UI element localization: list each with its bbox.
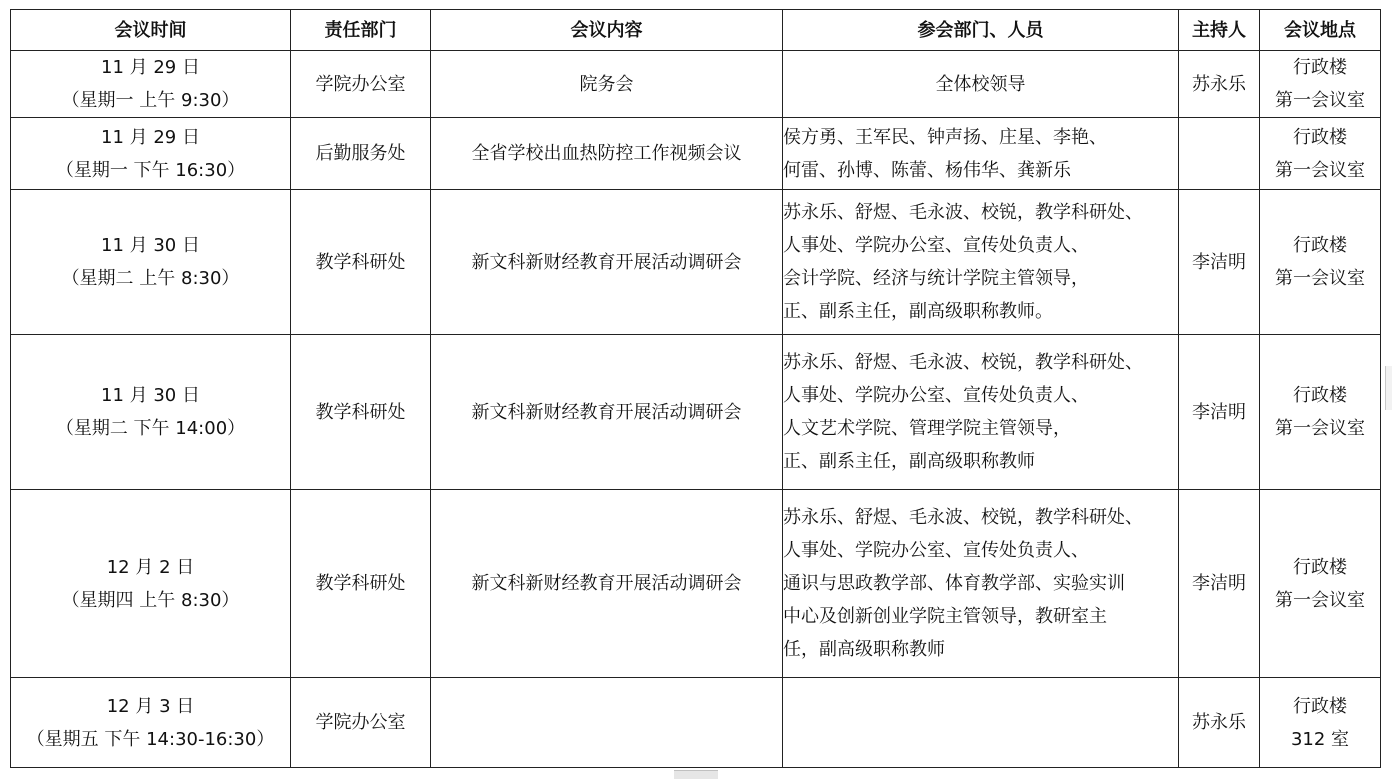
table-row [11, 190, 1381, 335]
participants-line: 中心及创新创业学院主管领导，教研室主 [783, 606, 1107, 627]
location-cell [1260, 678, 1381, 768]
meeting-time-cell [11, 335, 291, 490]
location-building: 行政楼 [1293, 57, 1347, 78]
location-cell [1260, 190, 1381, 335]
department-cell: 后勤服务处 [291, 118, 431, 190]
meeting-date: 12 月 3 日 [106, 695, 195, 717]
participants-line: 苏永乐、舒煜、毛永波、校锐，教学科研处、 [783, 202, 1143, 223]
participants-line: 人事处、学院办公室、宣传处负责人、 [783, 235, 1089, 256]
department-cell: 学院办公室 [291, 678, 431, 768]
location-cell [1260, 490, 1381, 678]
department-cell: 教学科研处 [291, 190, 431, 335]
host-cell: 苏永乐 [1179, 678, 1260, 768]
host-cell: 苏永乐 [1179, 51, 1260, 118]
participants-line: 人事处、学院办公室、宣传处负责人、 [783, 540, 1089, 561]
header-participants: 参会部门、人员 [783, 10, 1179, 51]
location-room: 312 室 [1290, 728, 1350, 750]
participants-line: 苏永乐、舒煜、毛永波、校锐，教学科研处、 [783, 507, 1143, 528]
header-location: 会议地点 [1260, 10, 1381, 51]
meeting-time: （星期四 上午 8:30） [61, 589, 240, 611]
meeting-time: （星期一 下午 16:30） [55, 159, 246, 181]
table-row [11, 51, 1381, 118]
participants-cell [783, 678, 1179, 768]
location-cell [1260, 335, 1381, 490]
meeting-date: 11 月 29 日 [101, 57, 200, 78]
location-building: 行政楼 [1293, 556, 1347, 578]
location-building: 行政楼 [1293, 385, 1347, 406]
content-cell: 全省学校出血热防控工作视频会议 [431, 118, 783, 190]
participants-cell [783, 51, 1179, 118]
meeting-time: （星期五 下午 14:30-16:30） [26, 728, 275, 750]
participants-line: 会计学院、经济与统计学院主管领导， [783, 268, 1089, 289]
participants-line: 正、副系主任，副高级职称教师。 [783, 301, 1053, 322]
content-cell: 院务会 [431, 51, 783, 118]
department-cell: 学院办公室 [291, 51, 431, 118]
content-cell: 新文科新财经教育开展活动调研会 [431, 490, 783, 678]
table-row [11, 678, 1381, 768]
participants-line: 通识与思政教学部、体育教学部、实验实训 [783, 573, 1125, 594]
host-cell [1179, 118, 1260, 190]
meeting-time-cell [11, 678, 291, 768]
department-cell: 教学科研处 [291, 335, 431, 490]
meeting-time-cell [11, 490, 291, 678]
content-cell: 新文科新财经教育开展活动调研会 [431, 190, 783, 335]
header-department: 责任部门 [291, 10, 431, 51]
location-building: 行政楼 [1293, 126, 1347, 148]
participants-line: 任，副高级职称教师 [783, 639, 945, 660]
location-room: 第一会议室 [1275, 90, 1365, 111]
host-cell: 李洁明 [1179, 190, 1260, 335]
meeting-date: 12 月 2 日 [106, 556, 195, 578]
participants-cell [783, 190, 1179, 335]
header-host: 主持人 [1179, 10, 1260, 51]
participants-cell [783, 118, 1179, 190]
meeting-schedule-table [10, 9, 1381, 768]
location-room: 第一会议室 [1275, 418, 1365, 439]
table-row [11, 118, 1381, 190]
location-building: 行政楼 [1293, 695, 1347, 717]
location-room: 第一会议室 [1275, 589, 1365, 611]
participants-cell [783, 490, 1179, 678]
table-header-row [11, 10, 1381, 51]
table-row [11, 490, 1381, 678]
table-row [11, 335, 1381, 490]
meeting-time-cell [11, 190, 291, 335]
meeting-time: （星期一 上午 9:30） [61, 90, 240, 111]
meeting-time-cell [11, 118, 291, 190]
participants-line: 全体校领导 [935, 73, 1026, 95]
participants-line: 苏永乐、舒煜、毛永波、校锐，教学科研处、 [783, 352, 1143, 373]
participants-line: 人事处、学院办公室、宣传处负责人、 [783, 385, 1089, 406]
header-time: 会议时间 [11, 10, 291, 51]
host-cell: 李洁明 [1179, 335, 1260, 490]
participants-line: 侯方勇、王军民、钟声扬、庄星、李艳、 [783, 126, 1107, 148]
location-building: 行政楼 [1293, 235, 1347, 256]
location-cell [1260, 51, 1381, 118]
participants-line: 正、副系主任，副高级职称教师 [783, 451, 1035, 472]
content-cell: 新文科新财经教育开展活动调研会 [431, 335, 783, 490]
location-cell [1260, 118, 1381, 190]
meeting-date: 11 月 30 日 [101, 385, 200, 406]
department-cell: 教学科研处 [291, 490, 431, 678]
host-cell: 李洁明 [1179, 490, 1260, 678]
header-content: 会议内容 [431, 10, 783, 51]
scroll-edge-marker [1385, 366, 1392, 410]
location-room: 第一会议室 [1275, 268, 1365, 289]
meeting-time-cell [11, 51, 291, 118]
meeting-time: （星期二 下午 14:00） [55, 418, 246, 439]
participants-line: 何雷、孙博、陈蕾、杨伟华、龚新乐 [783, 159, 1071, 181]
content-cell [431, 678, 783, 768]
meeting-date: 11 月 30 日 [101, 235, 200, 256]
participants-cell [783, 335, 1179, 490]
meeting-time: （星期二 上午 8:30） [61, 268, 240, 289]
participants-line: 人文艺术学院、管理学院主管领导， [783, 418, 1071, 439]
location-room: 第一会议室 [1275, 159, 1365, 181]
meeting-date: 11 月 29 日 [101, 126, 200, 148]
